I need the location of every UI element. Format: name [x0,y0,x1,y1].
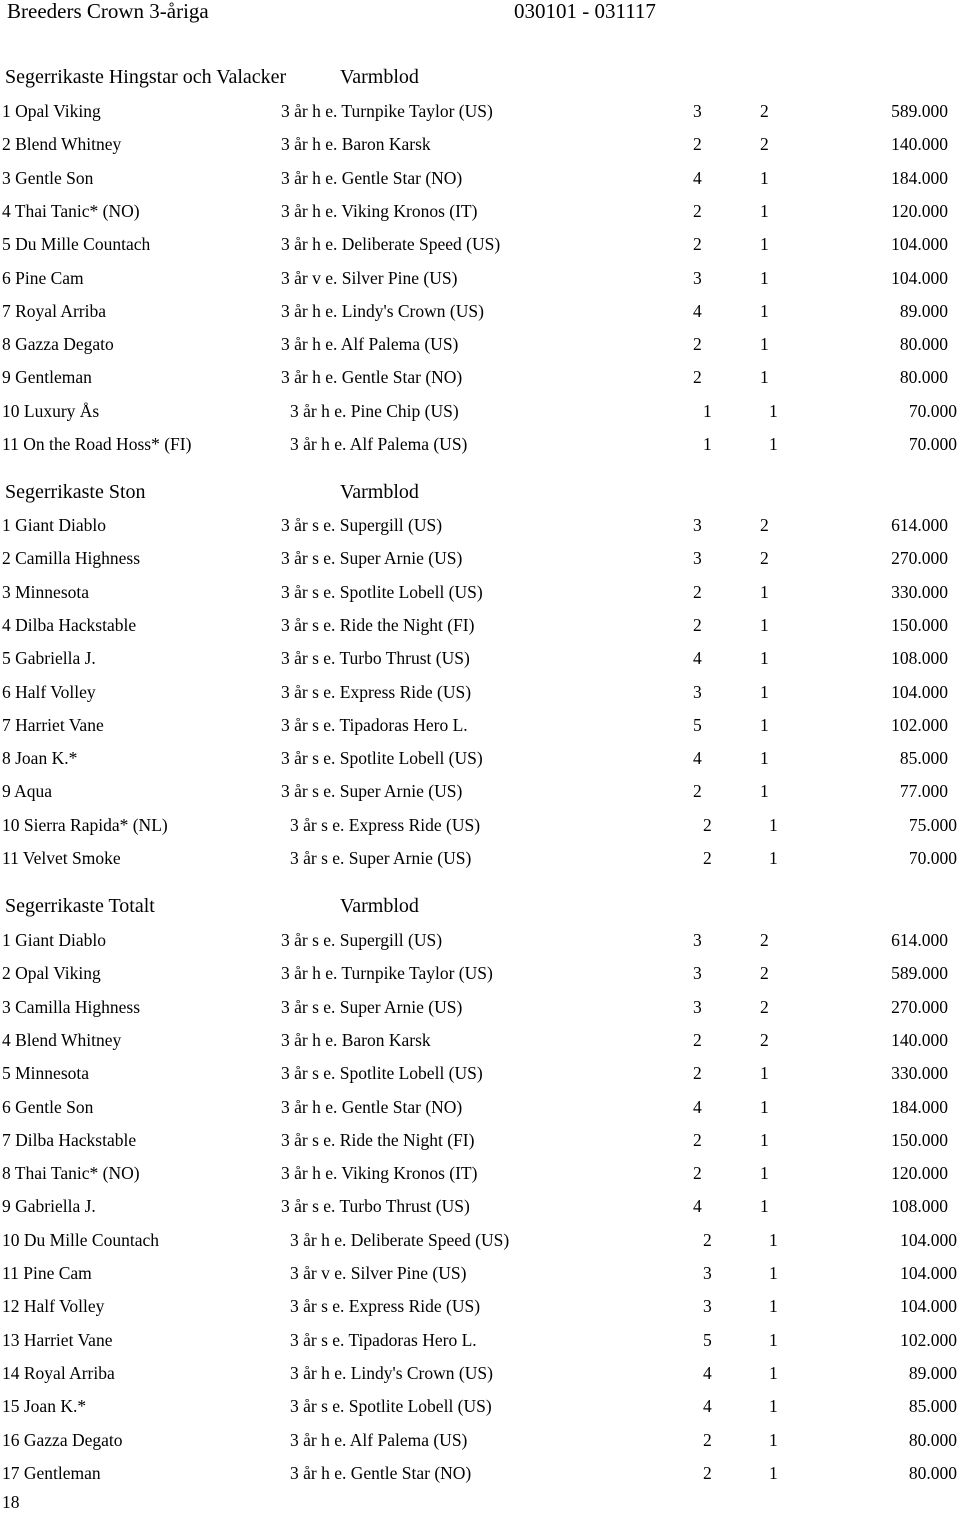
horse-pedigree: 3 år s e. Spotlite Lobell (US) [281,748,483,769]
wins-count: 1 [760,367,769,388]
wins-count: 1 [760,581,769,602]
horse-name: 6 Gentle Son [2,1096,94,1117]
horse-name: 10 Sierra Rapida* (NL) [2,814,168,835]
prize-amount: 120.000 [891,1163,948,1184]
section-title-totalt [0,894,960,918]
horse-name: 14 Royal Arriba [2,1362,115,1383]
wins-count: 1 [760,1096,769,1117]
horse-pedigree: 3 år h e. Gentle Star (NO) [281,1096,463,1117]
section-label: Segerrikaste Totalt [5,895,155,917]
horse-pedigree: 3 år s e. Supergill (US) [281,515,443,535]
wins-count: 1 [760,300,769,321]
horse-pedigree: 3 år s e. Spotlite Lobell (US) [281,1063,483,1084]
horse-name: 7 Dilba Hackstable [2,1129,137,1150]
horse-pedigree: 3 år h e. Baron Karsk [281,134,431,155]
horse-name: 4 Thai Tanic* (NO) [2,200,140,221]
wins-count: 2 [760,548,769,569]
starts-count: 2 [693,781,702,802]
starts-count: 2 [693,1029,702,1050]
horse-pedigree: 3 år h e. Alf Palema (US) [281,334,459,355]
horse-pedigree: 3 år h e. Gentle Star (NO) [281,167,463,188]
prize-amount: 70.000 [908,848,957,868]
horse-name: 11 Velvet Smoke [2,848,121,868]
prize-amount: 140.000 [891,1029,948,1050]
horse-name: 15 Joan K.* [2,1396,87,1417]
prize-amount: 140.000 [891,134,948,155]
table-row [0,680,960,704]
horse-pedigree: 3 år s e. Turbo Thrust (US) [281,1196,470,1217]
table-row [0,1294,960,1318]
prize-amount: 89.000 [899,300,948,321]
prize-amount: 104.000 [891,681,948,702]
starts-count: 2 [693,134,702,155]
horse-pedigree: 3 år h e. Pine Chip (US) [290,400,459,421]
wins-count: 1 [760,714,769,735]
prize-amount: 184.000 [891,167,948,188]
table-row [0,1194,960,1218]
horse-pedigree: 3 år h e. Gentle Star (NO) [290,1462,472,1483]
horse-pedigree: 3 år s e. Ride the Night (FI) [281,614,475,635]
horse-name: 6 Pine Cam [2,267,84,288]
wins-count: 1 [760,234,769,255]
horse-pedigree: 3 år v e. Silver Pine (US) [281,267,458,288]
starts-count: 5 [693,714,702,735]
horse-pedigree: 3 år s e. Spotlite Lobell (US) [290,1396,492,1417]
prize-amount: 104.000 [891,234,948,255]
horse-name: 4 Dilba Hackstable [2,614,137,635]
horse-pedigree: 3 år s e. Express Ride (US) [290,1296,481,1317]
table-row [0,132,960,156]
section-title-hingstar [0,65,960,89]
horse-pedigree: 3 år s e. Express Ride (US) [290,814,481,835]
starts-count: 2 [693,200,702,221]
prize-amount: 270.000 [891,996,948,1017]
prize-amount: 104.000 [900,1229,957,1250]
wins-count: 2 [760,101,769,121]
prize-amount: 150.000 [891,1129,948,1150]
wins-count: 1 [760,1129,769,1150]
starts-count: 2 [693,581,702,602]
wins-count: 1 [760,1163,769,1184]
wins-count: 1 [760,1063,769,1084]
starts-count: 1 [703,400,712,421]
section-type: Varmblod [340,895,419,917]
date-range: 030101 - 031117 [514,0,656,23]
table-row [0,266,960,290]
wins-count: 2 [760,930,769,950]
starts-count: 4 [703,1396,712,1417]
table-row [0,1461,960,1485]
horse-name: 4 Blend Whitney [2,1029,122,1050]
horse-name: 11 On the Road Hoss* (FI) [2,434,192,454]
horse-name: 8 Joan K.* [2,748,78,769]
table-row [0,332,960,356]
horse-name: 5 Minnesota [2,1063,90,1084]
horse-name: 11 Pine Cam [2,1263,92,1283]
table-row [0,432,960,456]
section-type: Varmblod [340,481,419,503]
wins-count: 1 [769,1462,778,1483]
wins-count: 1 [760,748,769,769]
prize-amount: 80.000 [899,367,948,388]
table-row [0,846,960,870]
table-row [0,546,960,570]
horse-pedigree: 3 år h e. Alf Palema (US) [290,434,468,454]
horse-name: 1 Giant Diablo [2,930,107,950]
starts-count: 3 [693,548,702,569]
table-row [0,1128,960,1152]
prize-amount: 270.000 [891,548,948,569]
wins-count: 2 [760,1029,769,1050]
wins-count: 1 [760,267,769,288]
starts-count: 2 [703,848,712,868]
prize-amount: 80.000 [908,1429,957,1450]
wins-count: 1 [760,614,769,635]
horse-pedigree: 3 år h e. Gentle Star (NO) [281,367,463,388]
starts-count: 1 [703,434,712,454]
page-header [0,0,960,24]
section-type: Varmblod [340,66,419,88]
table-row [0,713,960,737]
wins-count: 1 [769,848,778,868]
starts-count: 3 [693,930,702,950]
wins-count: 1 [769,1229,778,1250]
prize-amount: 589.000 [891,101,948,121]
starts-count: 3 [703,1296,712,1317]
horse-name: 13 Harriet Vane [2,1329,113,1350]
table-row [0,613,960,637]
prize-amount: 330.000 [891,1063,948,1084]
starts-count: 2 [703,814,712,835]
prize-amount: 77.000 [899,781,948,802]
starts-count: 2 [703,1462,712,1483]
horse-name: 5 Gabriella J. [2,648,96,669]
horse-name: 7 Harriet Vane [2,714,104,735]
horse-pedigree: 3 år h e. Deliberate Speed (US) [290,1229,510,1250]
horse-pedigree: 3 år h e. Viking Kronos (IT) [281,200,478,221]
wins-count: 2 [760,134,769,155]
starts-count: 3 [693,101,702,121]
prize-amount: 120.000 [891,200,948,221]
horse-pedigree: 3 år v e. Silver Pine (US) [290,1263,467,1283]
prize-amount: 70.000 [908,400,957,421]
wins-count: 2 [760,996,769,1017]
horse-name: 9 Gentleman [2,367,92,388]
starts-count: 4 [693,167,702,188]
horse-name: 8 Gazza Degato [2,334,114,355]
horse-name: 3 Camilla Highness [2,996,141,1017]
horse-pedigree: 3 år s e. Tipadoras Hero L. [281,714,468,735]
wins-count: 1 [769,1296,778,1317]
horse-pedigree: 3 år h e. Baron Karsk [281,1029,431,1050]
horse-name: 5 Du Mille Countach [2,234,151,255]
horse-name: 12 Half Volley [2,1296,105,1317]
starts-count: 3 [703,1263,712,1283]
table-row [0,1394,960,1418]
prize-amount: 614.000 [891,515,948,535]
table-row [0,1095,960,1119]
table-row [0,580,960,604]
horse-name: 3 Gentle Son [2,167,94,188]
table-row [0,928,960,952]
horse-pedigree: 3 år h e. Turnpike Taylor (US) [281,101,493,121]
prize-amount: 85.000 [899,748,948,769]
horse-name: 1 Giant Diablo [2,515,107,535]
horse-pedigree: 3 år h e. Alf Palema (US) [290,1429,468,1450]
table-row [0,813,960,837]
prize-amount: 80.000 [908,1462,957,1483]
table-row [0,99,960,123]
prize-amount: 184.000 [891,1096,948,1117]
wins-count: 1 [760,1196,769,1217]
horse-pedigree: 3 år s e. Super Arnie (US) [281,996,463,1017]
starts-count: 4 [693,1196,702,1217]
prize-amount: 589.000 [891,963,948,984]
horse-pedigree: 3 år h e. Deliberate Speed (US) [281,234,501,255]
horse-name: 1 Opal Viking [2,101,101,121]
starts-count: 3 [693,515,702,535]
table-row [0,995,960,1019]
table-row [0,779,960,803]
prize-amount: 108.000 [891,1196,948,1217]
horse-name: 9 Gabriella J. [2,1196,96,1217]
horse-name: 3 Minnesota [2,581,90,602]
table-row [0,1428,960,1452]
prize-amount: 70.000 [908,434,957,454]
table-row [0,961,960,985]
starts-count: 4 [693,300,702,321]
table-row [0,1361,960,1385]
wins-count: 2 [760,963,769,984]
prize-amount: 104.000 [900,1296,957,1317]
wins-count: 1 [760,167,769,188]
prize-amount: 150.000 [891,614,948,635]
wins-count: 1 [769,400,778,421]
wins-count: 1 [769,1396,778,1417]
horse-name: 9 Aqua [2,781,53,802]
prize-amount: 104.000 [900,1263,957,1283]
starts-count: 3 [693,963,702,984]
section-title-ston [0,480,960,504]
prize-amount: 102.000 [900,1329,957,1350]
horse-name: 8 Thai Tanic* (NO) [2,1163,140,1184]
wins-count: 1 [769,1429,778,1450]
horse-name: 17 Gentleman [2,1462,101,1483]
starts-count: 2 [693,367,702,388]
horse-pedigree: 3 år s e. Super Arnie (US) [281,781,463,802]
next-rank-number: 18 [2,1492,20,1512]
starts-count: 3 [693,681,702,702]
horse-pedigree: 3 år s e. Super Arnie (US) [290,848,472,868]
table-row [0,513,960,537]
wins-count: 2 [760,515,769,535]
starts-count: 2 [693,614,702,635]
wins-count: 1 [769,1362,778,1383]
wins-count: 1 [760,781,769,802]
horse-pedigree: 3 år h e. Viking Kronos (IT) [281,1163,478,1184]
horse-name: 16 Gazza Degato [2,1429,123,1450]
table-row [0,232,960,256]
prize-amount: 108.000 [891,648,948,669]
starts-count: 2 [693,234,702,255]
starts-count: 2 [693,1163,702,1184]
prize-amount: 104.000 [891,267,948,288]
wins-count: 1 [760,200,769,221]
table-row [0,1161,960,1185]
starts-count: 4 [693,748,702,769]
horse-name: 6 Half Volley [2,681,96,702]
prize-amount: 89.000 [908,1362,957,1383]
document-title: Breeders Crown 3-åriga [7,0,209,23]
horse-name: 2 Blend Whitney [2,134,122,155]
starts-count: 2 [693,1129,702,1150]
starts-count: 4 [703,1362,712,1383]
table-row [0,399,960,423]
prize-amount: 102.000 [891,714,948,735]
horse-name: 10 Du Mille Countach [2,1229,159,1250]
prize-amount: 330.000 [891,581,948,602]
horse-pedigree: 3 år s e. Express Ride (US) [281,681,472,702]
horse-pedigree: 3 år h e. Lindy's Crown (US) [290,1362,493,1383]
starts-count: 2 [703,1429,712,1450]
horse-pedigree: 3 år s e. Supergill (US) [281,930,443,950]
horse-pedigree: 3 år s e. Ride the Night (FI) [281,1129,475,1150]
starts-count: 3 [693,996,702,1017]
horse-pedigree: 3 år s e. Turbo Thrust (US) [281,648,470,669]
wins-count: 1 [769,434,778,454]
wins-count: 1 [769,814,778,835]
wins-count: 1 [769,1263,778,1283]
horse-pedigree: 3 år s e. Tipadoras Hero L. [290,1329,477,1350]
prize-amount: 80.000 [899,334,948,355]
starts-count: 3 [693,267,702,288]
horse-pedigree: 3 år h e. Lindy's Crown (US) [281,300,484,321]
starts-count: 4 [693,648,702,669]
horse-name: 2 Camilla Highness [2,548,141,569]
table-row [0,646,960,670]
table-row [0,1328,960,1352]
wins-count: 1 [760,334,769,355]
starts-count: 2 [703,1229,712,1250]
starts-count: 5 [703,1329,712,1350]
prize-amount: 614.000 [891,930,948,950]
table-row [0,365,960,389]
prize-amount: 75.000 [908,814,957,835]
wins-count: 1 [760,681,769,702]
horse-name: 10 Luxury Ås [2,400,100,421]
table-row [0,199,960,223]
prize-amount: 85.000 [908,1396,957,1417]
table-row [0,1261,960,1285]
table-row [0,1061,960,1085]
wins-count: 1 [760,648,769,669]
horse-pedigree: 3 år s e. Super Arnie (US) [281,548,463,569]
horse-pedigree: 3 år h e. Turnpike Taylor (US) [281,963,493,984]
table-row [0,746,960,770]
section-label: Segerrikaste Ston [5,481,146,503]
starts-count: 2 [693,334,702,355]
wins-count: 1 [769,1329,778,1350]
table-row [0,299,960,323]
starts-count: 4 [693,1096,702,1117]
horse-pedigree: 3 år s e. Spotlite Lobell (US) [281,581,483,602]
table-row [0,1028,960,1052]
table-row [0,1228,960,1252]
horse-name: 2 Opal Viking [2,963,101,984]
starts-count: 2 [693,1063,702,1084]
horse-name: 7 Royal Arriba [2,300,107,321]
section-label: Segerrikaste Hingstar och Valacker [5,66,287,88]
table-row [0,166,960,190]
